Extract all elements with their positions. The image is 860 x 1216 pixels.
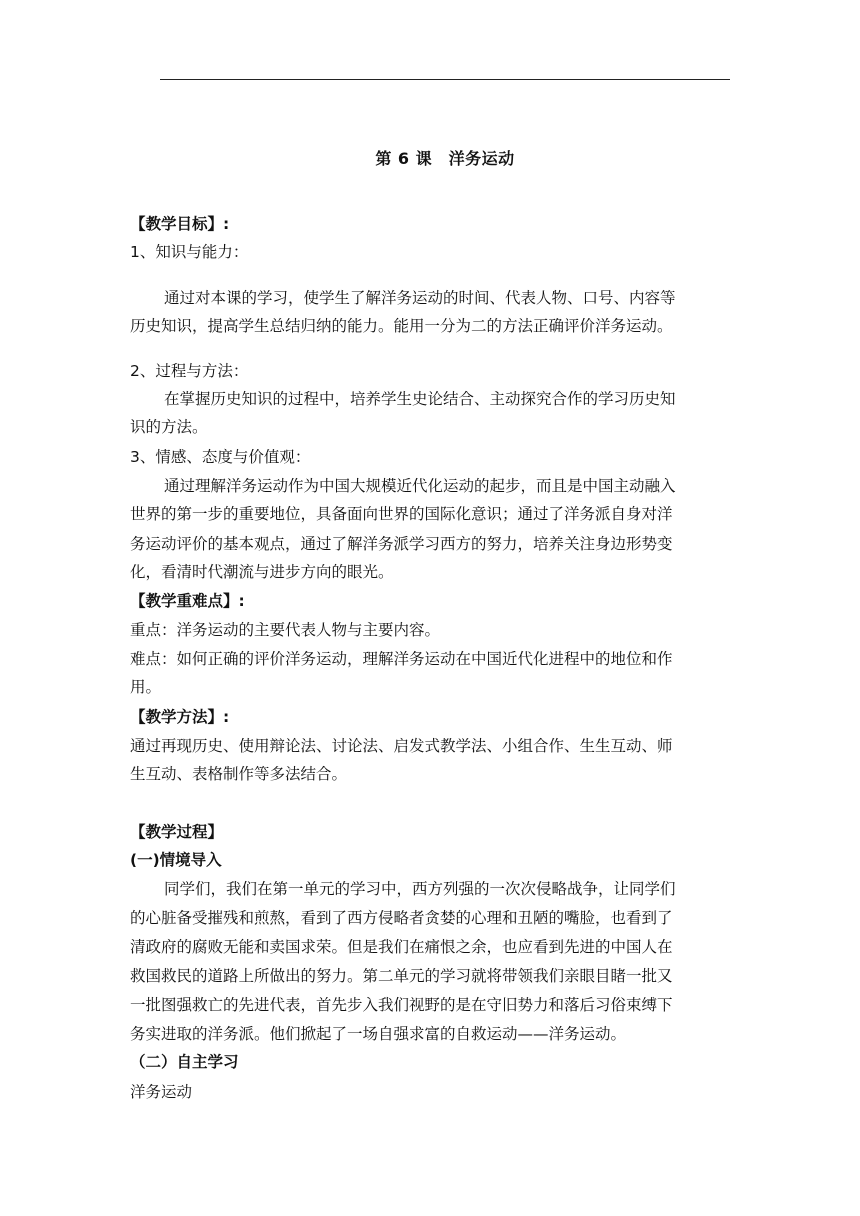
paragraph-line: 识的方法。 [130, 418, 208, 436]
paragraph-line: 用。 [130, 678, 162, 696]
paragraph-line: 世界的第一步的重要地位，具备面向世界的国际化意识；通过了洋务派自身对洋 [130, 505, 673, 523]
paragraph-line: 生互动、表格制作等多法结合。 [130, 765, 348, 783]
paragraph-line: 务运动评价的基本观点，通过了解洋务派学习西方的努力，培养关注身边形势变 [130, 535, 673, 553]
subsection-heading-intro: (一)情境导入 [130, 851, 222, 869]
paragraph-line: 一批图强救亡的先进代表，首先步入我们视野的是在守旧势力和落后习俗束缚下 [130, 996, 673, 1014]
paragraph-line: 的心脏备受摧残和煎熬，看到了西方侵略者贪婪的心理和丑陋的嘴脸，也看到了 [130, 909, 673, 927]
paragraph-line: 清政府的腐败无能和卖国求荣。但是我们在痛恨之余，也应看到先进的中国人在 [130, 938, 673, 956]
paragraph-line: 同学们，我们在第一单元的学习中，西方列强的一次次侵略战争，让同学们 [164, 880, 676, 898]
paragraph-line: 化，看清时代潮流与进步方向的眼光。 [130, 563, 394, 581]
paragraph-line: 历史知识，提高学生总结归纳的能力。能用一分为二的方法正确评价洋务运动。 [130, 317, 673, 335]
subheading-process: 2、过程与方法： [130, 362, 249, 380]
paragraph-line: 通过对本课的学习，使学生了解洋务运动的时间、代表人物、口号、内容等 [164, 289, 676, 307]
paragraph-line: 难点：如何正确的评价洋务运动，理解洋务运动在中国近代化进程中的地位和作 [130, 650, 673, 668]
section-heading-objectives: 【教学目标】: [130, 215, 230, 233]
section-heading-key-points: 【教学重难点】: [130, 592, 245, 610]
subheading-knowledge: 1、知识与能力： [130, 243, 249, 261]
paragraph-line: 在掌握历史知识的过程中，培养学生史论结合、主动探究合作的学习历史知 [164, 390, 676, 408]
paragraph-line: 重点：洋务运动的主要代表人物与主要内容。 [130, 621, 441, 639]
section-heading-methods: 【教学方法】: [130, 708, 230, 726]
paragraph-line: 通过理解洋务运动作为中国大规模近代化运动的起步，而且是中国主动融入 [164, 477, 676, 495]
subheading-values: 3、情感、态度与价值观： [130, 448, 311, 466]
section-heading-process: 【教学过程】 [130, 823, 224, 841]
lesson-title: 第 6 课 洋务运动 [375, 149, 515, 168]
header-rule [160, 79, 730, 80]
paragraph-line: 务实进取的洋务派。他们掀起了一场自强求富的自救运动——洋务运动。 [130, 1025, 627, 1043]
paragraph-line: 洋务运动 [130, 1083, 193, 1101]
paragraph-line: 通过再现历史、使用辩论法、讨论法、启发式教学法、小组合作、生生互动、师 [130, 737, 673, 755]
paragraph-line: 救国救民的道路上所做出的努力。第二单元的学习就将带领我们亲眼目睹一批又 [130, 967, 673, 985]
subsection-heading-self-study: （二）自主学习 [130, 1053, 239, 1071]
